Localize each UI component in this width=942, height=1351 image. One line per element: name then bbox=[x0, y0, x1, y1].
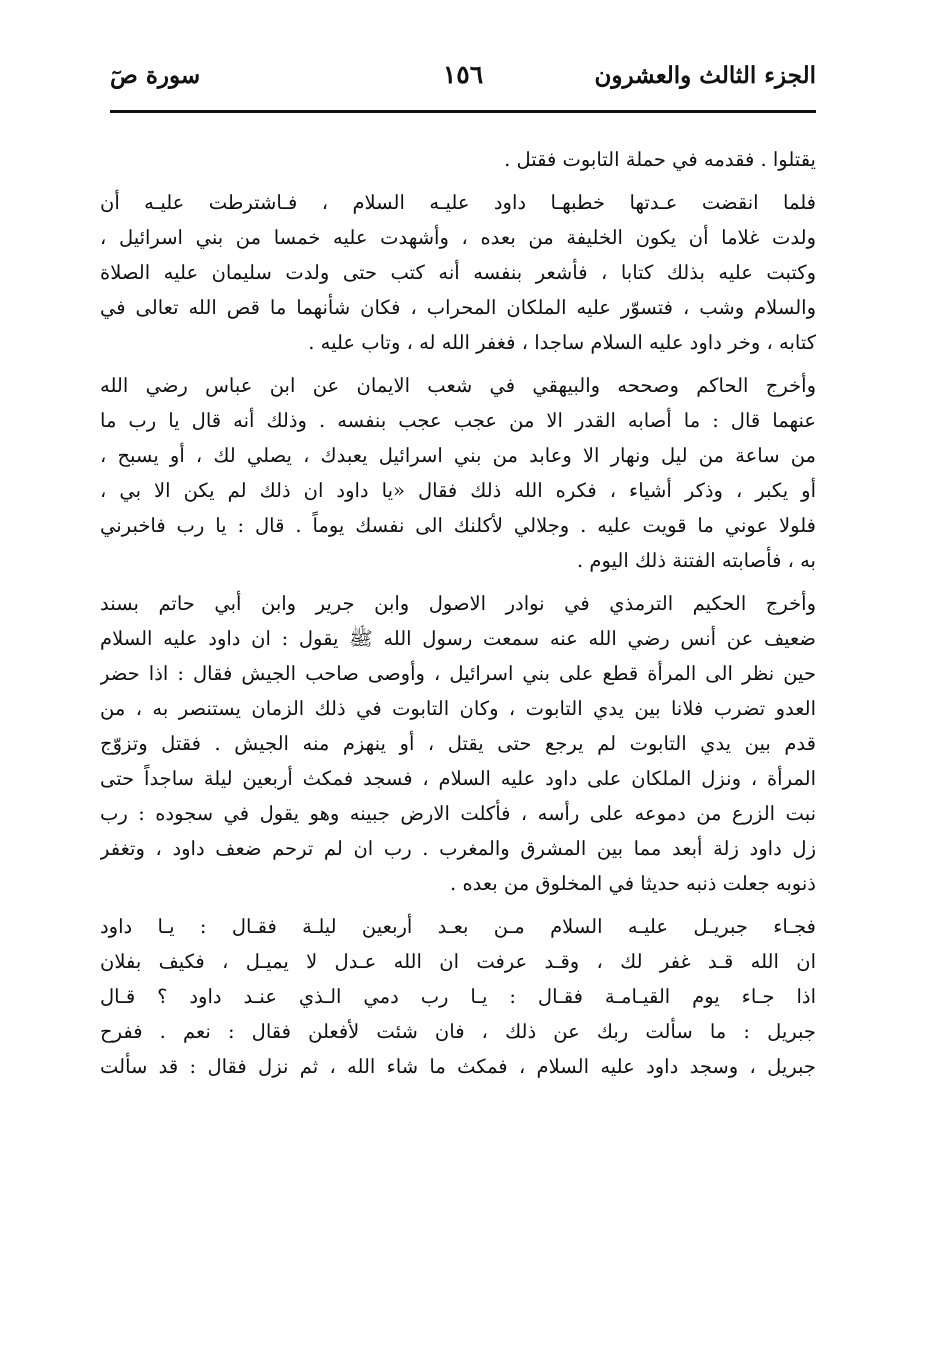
text-line: اذا جـاء يوم القيـامـة فقـال : يـا رب دمي الـذي عنـد داود ؟ قـال bbox=[100, 985, 816, 1008]
text-line: عنهما قال : ما أصابه القدر الا من عجب عجب بنفسه . وذلك أنه قال يا رب ما bbox=[100, 409, 816, 432]
page-header bbox=[110, 58, 816, 98]
text-line: والسلام وشب ، فتسوّر عليه الملكان المحراب ، فكان شأنهما ما قص الله تعالى في bbox=[100, 296, 816, 319]
page-number: ١٥٦ bbox=[442, 60, 484, 89]
text-line: وأخرج الحاكم وصححه والبيهقي في شعب الايمان عن ابن عباس رضي الله bbox=[100, 374, 816, 397]
text-line: فلما انقضت عـدتها خطبهـا داود عليـه السلام ، فـاشترطت عليـه أن bbox=[100, 191, 816, 214]
text-line: ولدت غلاما أن يكون الخليفة من بعده ، وأشهدت عليه خمسا من بني اسرائيل ، bbox=[100, 226, 816, 249]
text-line: أو يكبر ، وذكر أشياء ، فكره الله ذلك فقال «يا داود ان ذلك لم يكن الا بي ، bbox=[100, 479, 816, 502]
text-line: به ، فأصابته الفتنة ذلك اليوم . bbox=[577, 549, 816, 572]
text-line: ذنوبه جعلت ذنبه حديثا في المخلوق من بعده . bbox=[450, 872, 816, 895]
surah-title: سورة صٓ bbox=[110, 62, 201, 89]
text-line: ان الله قـد غفر لك ، وقـد عرفت ان الله عـدل لا يميـل ، فكيف بفلان bbox=[100, 950, 816, 973]
text-line: المرأة ، ونزل الملكان على داود عليه السلام ، فسجد فمكث أربعين ليلة ساجداً حتى bbox=[100, 767, 816, 790]
text-line: جبريل ، وسجد داود عليه السلام ، فمكث ما شاء الله ، ثم نزل فقال : قد سألت bbox=[100, 1055, 816, 1078]
text-line: نبت الزرع من دموعه على رأسه ، فأكلت الارض جبينه وهو يقول في سجوده : رب bbox=[100, 802, 816, 825]
text-line: كتابه ، وخر داود عليه السلام ساجدا ، فغفر الله له ، وتاب عليه . bbox=[308, 331, 816, 354]
text-line: جبريل : ما سألت ربك عن ذلك ، فان شئت لأفعلن فقال : نعم . ففرح bbox=[100, 1020, 816, 1043]
text-line: حين نظر الى المرأة قطع على بني اسرائيل ، وأوصى صاحب الجيش فقال : اذا حضر bbox=[100, 662, 816, 685]
text-line: من ساعة من ليل ونهار الا وعابد من بني اسرائيل يعبدك ، يصلي لك ، أو يسبح ، bbox=[100, 444, 816, 467]
text-line: فلولا عوني ما قويت عليه . وجلالي لأكلنك الى نفسك يوماً . قال : يا رب فاخبرني bbox=[100, 514, 816, 537]
part-title: الجزء الثالث والعشرون bbox=[594, 62, 816, 89]
text-line: يقتلوا . فقدمه في حملة التابوت فقتل . bbox=[504, 148, 816, 171]
text-line: فجـاء جبريـل عليـه السلام مـن بعـد أربعين ليلـة فقـال : يـا داود bbox=[100, 915, 816, 938]
text-line: وكتبت عليه بذلك كتابا ، فأشعر بنفسه أنه كتب حتى ولدت سليمان عليه الصلاة bbox=[100, 261, 816, 284]
text-line: وأخرج الحكيم الترمذي في نوادر الاصول وابن جرير وابن أبي حاتم بسند bbox=[100, 592, 816, 615]
text-line: قدم بين يدي التابوت لم يرجع حتى يقتل ، أو ينهزم منه الجيش . فقتل وتزوّج bbox=[100, 732, 816, 755]
text-line: العدو تضرب فلانا بين يدي التابوت ، وكان التابوت في ذلك الزمان يستنصر به ، من bbox=[100, 697, 816, 720]
header-rule bbox=[110, 110, 816, 113]
body-text bbox=[100, 142, 816, 1084]
text-line: ضعيف عن أنس رضي الله عنه سمعت رسول الله ﷺ يقول : ان داود عليه السلام bbox=[100, 627, 816, 650]
text-line: زل داود زلة أبعد مما بين المشرق والمغرب . رب ان لم ترحم ضعف داود ، وتغفر bbox=[100, 837, 816, 860]
